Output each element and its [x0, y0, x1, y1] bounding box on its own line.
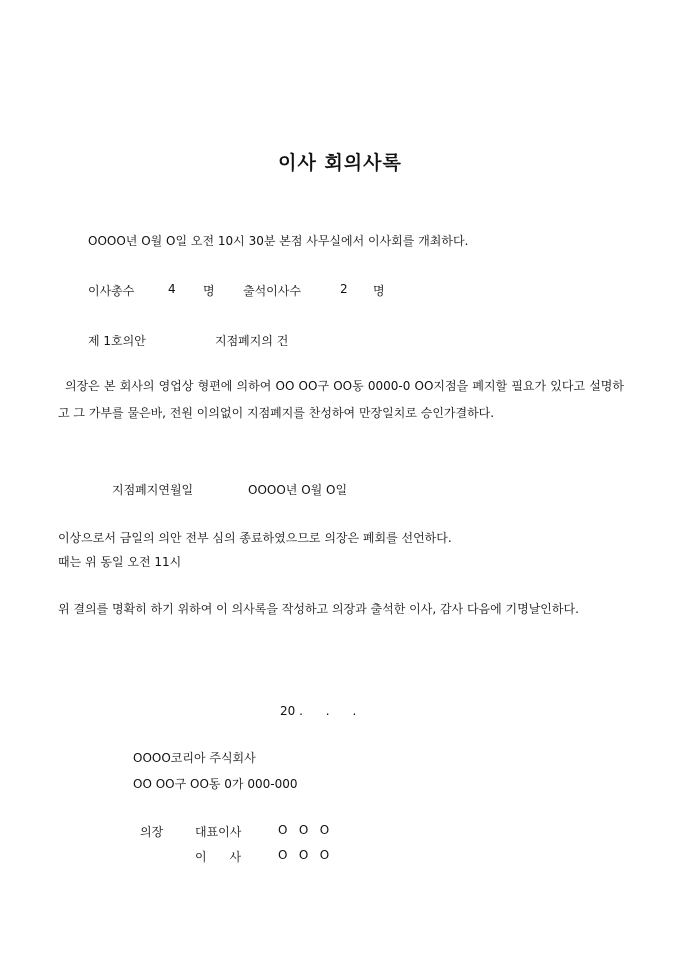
document-title: 이사 회의사록 — [278, 152, 402, 174]
present-directors-label: 출석이사수 — [243, 284, 301, 298]
total-directors-label: 이사총수 — [88, 284, 135, 298]
statement-paragraph: 위 결의를 명확히 하기 위하여 이 의사록을 작성하고 의장과 출석한 이사, 감사 다음에 기명날인하다. — [58, 602, 579, 616]
present-directors-value: 2 — [340, 282, 348, 296]
closure-date-label: 지점폐지연월일 — [112, 483, 194, 497]
signature-title: 대표이사 — [195, 825, 242, 839]
closing-line-2: 때는 위 동일 오전 11시 — [58, 555, 182, 569]
total-directors-value: 4 — [168, 282, 176, 296]
signature-role: 의장 — [140, 825, 164, 839]
signature-name: O O O — [278, 823, 330, 837]
resolution-paragraph: 의장은 본 회사의 영업상 형편에 의하여 OO OO구 OO동 0000-0 OO지점을 폐지할 필요가 있다고 설명하고 그 가부를 물은바, 전원 이의없이 지점폐지를 찬성하여 만장일치로 승인가결하다. — [58, 379, 624, 420]
present-directors-unit: 명 — [373, 284, 385, 298]
agenda-number: 제 1호의안 — [88, 334, 146, 348]
closure-date-value: OOOO년 O월 O일 — [248, 483, 348, 497]
signature-title: 이 사 — [195, 850, 242, 864]
agenda-subject: 지점폐지의 건 — [215, 334, 289, 348]
signature-date: 20 . . . — [280, 704, 357, 718]
company-name: OOOO코리아 주식회사 — [133, 751, 256, 765]
company-address: OO OO구 OO동 0가 000-000 — [133, 777, 298, 791]
opening-statement: OOOO년 O월 O일 오전 10시 30분 본점 사무실에서 이사회를 개최하다. — [88, 234, 469, 248]
total-directors-unit: 명 — [203, 284, 215, 298]
closing-line-1: 이상으로서 금일의 의안 전부 심의 종료하였으므로 의장은 폐회를 선언하다. — [58, 531, 452, 545]
signature-name: O O O — [278, 848, 330, 862]
